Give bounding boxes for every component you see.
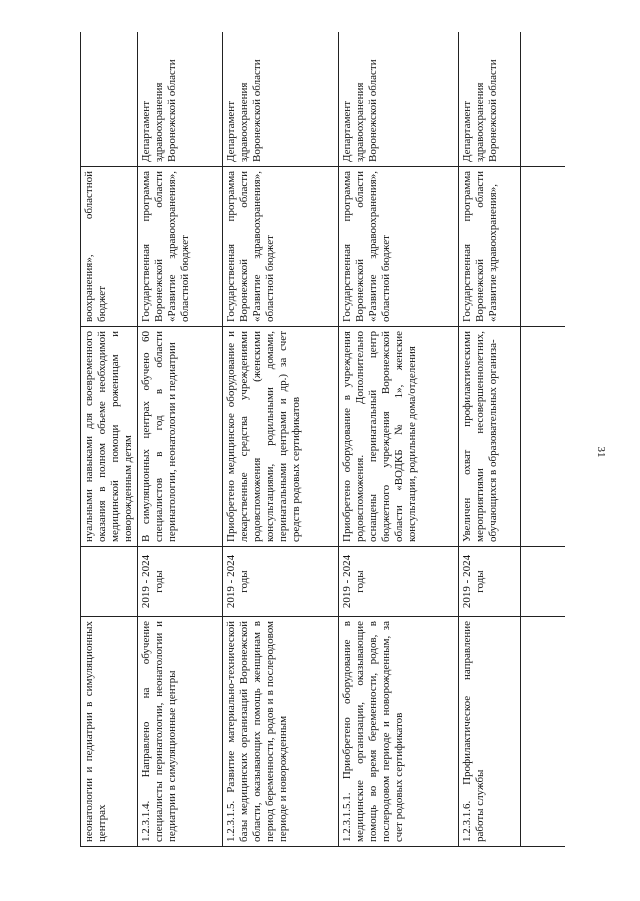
result-cell: В симуляционных центрах обучено 60 специалистов в год в области перинатологии, неонатологии и педиатрии [138, 327, 223, 547]
executor-cell [521, 32, 566, 167]
source-cell [521, 167, 566, 327]
measures-table [80, 32, 565, 847]
table-row [223, 32, 339, 847]
result-cell: Приобретено оборудование в учреждения родовспоможения. Дополнительно оснащены перинатальный центр бюджетного учреждения Воронежской области «ВОДКБ № 1», женские консультации, родильные дома/отделения [339, 327, 459, 547]
result-cell: Увеличен охват профилактическими мероприятиями несовершеннолетних, обучающихся в образовательных организа- [459, 327, 521, 547]
executor-cell: Департамент здравоохранения Воронежской области [223, 32, 339, 167]
table-row [138, 32, 223, 847]
measure-cell: 1.2.3.1.4. Направлено на обучение специалисты перинатологии, неонатологии и педиатрии в симуляционные центры [138, 617, 223, 847]
source-cell: Государственная программа Воронежской области «Развитие здравоохранения», областной бюджет [138, 167, 223, 327]
measure-cell: 1.2.3.1.5. Развитие материально-технической базы медицинских организаций Воронежской области, оказывающих помощь женщинам в период беременности, родов и в послеродовом периоде и новорожденным [223, 617, 339, 847]
result-cell [521, 327, 566, 547]
rotated-table-area [80, 32, 565, 847]
table-row [81, 32, 138, 847]
period-cell: 2019 - 2024 годы [459, 547, 521, 617]
measure-cell [521, 617, 566, 847]
table-row [459, 32, 521, 847]
page-number: 31 [595, 446, 607, 458]
table-row [339, 32, 459, 847]
result-cell: Приобретено медицинское оборудование и лекарственные средства учреждениями родовспоможения (женскими консультациями, родильными домами, перинатальными центрами и др.) за счет средств родовых сертификатов [223, 327, 339, 547]
measure-cell: 1.2.3.1.6. Профилактическое направление работы службы [459, 617, 521, 847]
measure-cell: неонатологии и педиатрии в симуляционных центрах [81, 617, 138, 847]
result-cell: нуальными навыками для своевременного оказания в полном объеме необходимой медицинской помощи роженицам и новорожденным детям [81, 327, 138, 547]
executor-cell: Департамент здравоохранения Воронежской области [459, 32, 521, 167]
executor-cell: Департамент здравоохранения Воронежской области [138, 32, 223, 167]
period-cell: 2019 - 2024 годы [339, 547, 459, 617]
table-row [521, 32, 566, 847]
period-cell [81, 547, 138, 617]
period-cell [521, 547, 566, 617]
measure-cell: 1.2.3.1.5.1. Приобретено оборудование в медицинские организации, оказывающие помощь во время беременности, родов, в послеродовом периоде и новорожденным, за счет родовых сертификатов [339, 617, 459, 847]
executor-cell: Департамент здравоохранения Воронежской области [339, 32, 459, 167]
period-cell: 2019 - 2024 годы [223, 547, 339, 617]
source-cell: Государственная программа Воронежской области «Развитие здравоохранения», [459, 167, 521, 327]
executor-cell [81, 32, 138, 167]
table-wrapper [80, 32, 565, 847]
source-cell: воохранения», областной бюджет [81, 167, 138, 327]
source-cell: Государственная программа Воронежской области «Развитие здравоохранения», областной бюджет [339, 167, 459, 327]
source-cell: Государственная программа Воронежской области «Развитие здравоохранения», областной бюджет [223, 167, 339, 327]
period-cell: 2019 - 2024 годы [138, 547, 223, 617]
